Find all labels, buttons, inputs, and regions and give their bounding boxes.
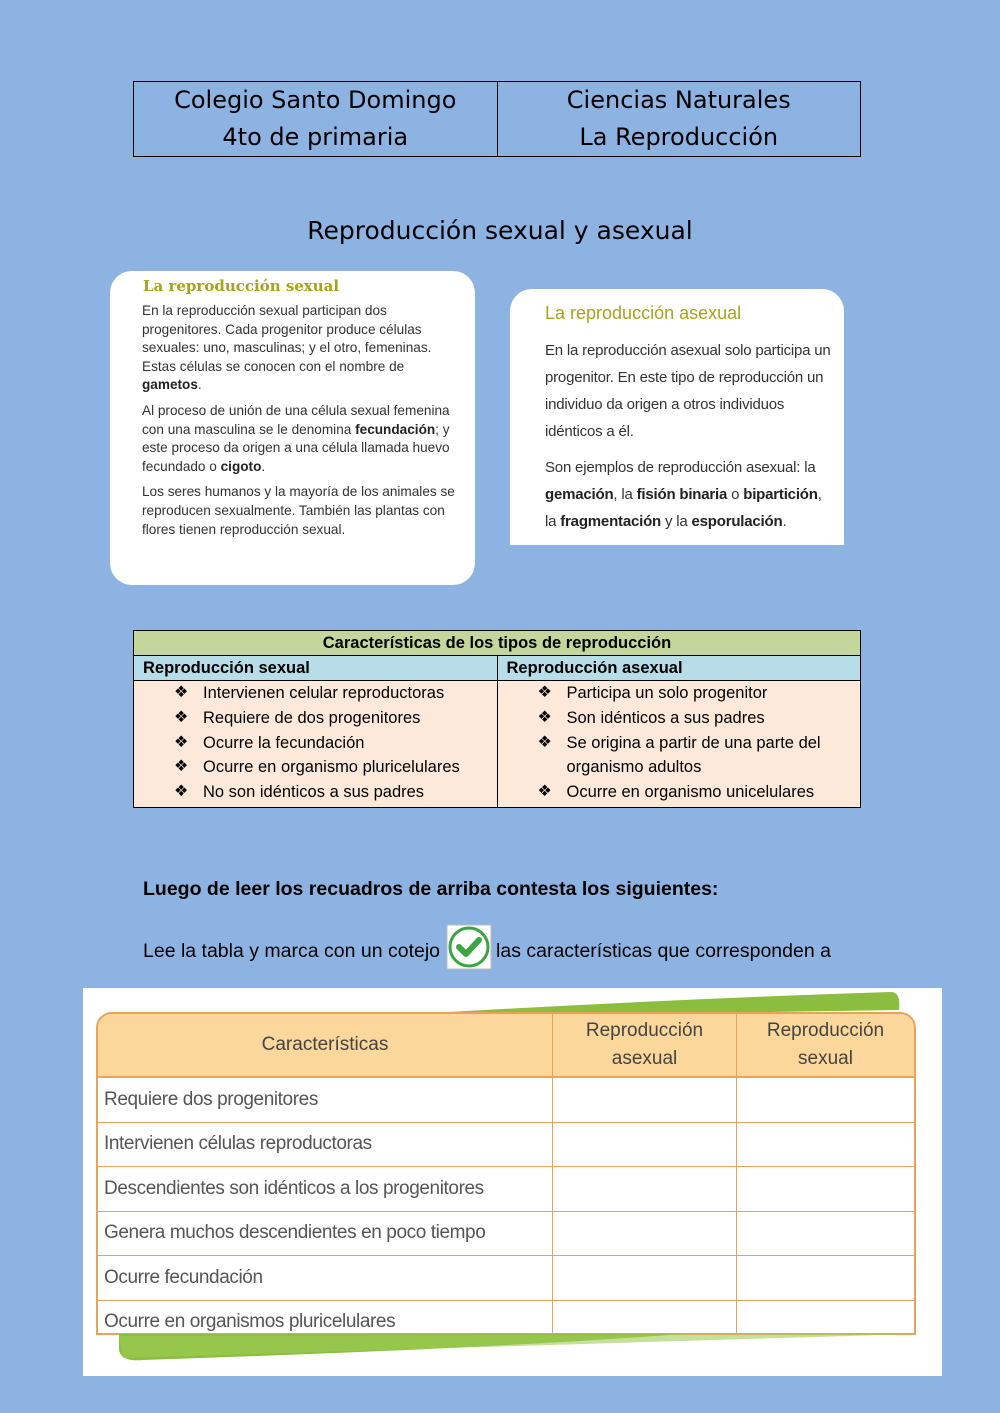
card-asexual-paragraph-1: En la reproducción asexual solo participa un progenitor. En este tipo de reproducción un individuo da origen a otros individuos idénticos a él.: [545, 342, 831, 440]
sexual-characteristics-column: [134, 681, 497, 807]
header-asexual: Reproducción asexual: [497, 656, 861, 680]
diamond-bullet-icon: ❖: [174, 684, 189, 701]
characteristics-table: [133, 630, 861, 808]
asexual-check-cell[interactable]: [552, 1167, 736, 1211]
grade-level: 4to de primaria: [222, 123, 409, 151]
green-ribbon-bottom: [83, 1328, 942, 1368]
sexual-characteristics-list: [134, 681, 497, 805]
characteristics-table-body: [134, 681, 860, 807]
green-check-circle-icon: [446, 924, 492, 980]
characteristic-item: [134, 706, 497, 731]
worksheet-header-asexual: Reproducción asexual: [552, 1014, 736, 1076]
card-asexual-reproduction: [510, 289, 844, 545]
asexual-check-cell[interactable]: [552, 1256, 736, 1300]
school-name: Colegio Santo Domingo: [174, 86, 457, 114]
instruction-text-before: Lee la tabla y marca con un cotejo: [143, 940, 441, 963]
sexual-check-cell[interactable]: [736, 1212, 914, 1256]
card-sexual-paragraph-2: Al proceso de unión de una célula sexual femenina con una masculina se le denomina fecundación; y este proceso da origen a una célula llamada huevo fecundado o cigoto.: [142, 402, 450, 474]
worksheet-row: [98, 1212, 914, 1257]
sexual-check-cell[interactable]: [736, 1123, 914, 1167]
page-title: Reproducción sexual y asexual: [307, 216, 693, 245]
diamond-bullet-icon: ❖: [537, 684, 552, 701]
asexual-characteristics-list: [498, 681, 861, 805]
worksheet-characteristic: Descendientes son idénticos a los progenitores: [104, 1177, 484, 1199]
diamond-bullet-icon: ❖: [174, 758, 189, 776]
header-sexual: Reproducción sexual: [143, 659, 310, 677]
characteristic-item: [498, 706, 861, 731]
worksheet-row: [98, 1167, 914, 1212]
worksheet-table-header: [98, 1014, 914, 1078]
worksheet-row: [98, 1123, 914, 1168]
header-subject-cell: [497, 82, 861, 156]
card-sexual-paragraph-3: Los seres humanos y la mayoría de los animales se reproducen sexualmente. También las plantas con flores tienen reproducción sexual.: [142, 484, 455, 537]
topic-name: La Reproducción: [579, 123, 779, 151]
sexual-check-cell[interactable]: [736, 1256, 914, 1300]
card-sexual-reproduction: [110, 271, 475, 585]
characteristic-item: [134, 780, 497, 805]
diamond-bullet-icon: ❖: [537, 783, 552, 801]
worksheet-characteristic: Intervienen células reproductoras: [104, 1133, 372, 1155]
asexual-check-cell[interactable]: [552, 1078, 736, 1122]
worksheet-rows: [98, 1078, 914, 1335]
characteristics-table-header: [134, 656, 860, 681]
characteristics-table-title: Características de los tipos de reproducción: [134, 631, 860, 656]
diamond-bullet-icon: ❖: [537, 733, 552, 751]
characteristic-text: Participa un solo progenitor: [566, 684, 768, 702]
asexual-check-cell[interactable]: [552, 1123, 736, 1167]
worksheet-row: [98, 1256, 914, 1301]
diamond-bullet-icon: ❖: [174, 708, 189, 726]
header-table: [133, 81, 861, 157]
worksheet-characteristic: Genera muchos descendientes en poco tiempo: [104, 1222, 486, 1244]
sexual-check-cell[interactable]: [736, 1078, 914, 1122]
characteristic-text: Requiere de dos progenitores: [203, 708, 421, 727]
sexual-check-cell[interactable]: [736, 1167, 914, 1211]
subject-name: Ciencias Naturales: [566, 86, 791, 114]
header-school-cell: [134, 82, 497, 156]
worksheet-characteristic: Ocurre en organismos pluricelulares: [104, 1311, 396, 1333]
card-asexual-title: La reproducción asexual: [545, 303, 742, 323]
instruction-heading: Luego de leer los recuadros de arriba contesta los siguientes:: [143, 878, 719, 900]
characteristic-text: Ocurre en organismo unicelulares: [566, 783, 815, 802]
card-sexual-title: La reproducción sexual: [143, 277, 340, 295]
characteristic-item: [134, 731, 497, 756]
worksheet-table: [96, 1012, 916, 1335]
characteristic-item: [134, 755, 497, 780]
characteristic-text: Son idénticos a sus padres: [566, 708, 765, 727]
instruction-text-after: las características que corresponden a: [496, 940, 831, 963]
characteristic-item: [498, 681, 861, 706]
asexual-characteristics-column: [497, 681, 861, 807]
asexual-check-cell[interactable]: [552, 1212, 736, 1256]
characteristic-text: Intervienen celular reproductoras: [203, 684, 445, 702]
card-asexual-paragraph-2: Son ejemplos de reproducción asexual: la gemación, la fisión binaria o bipartición, la fragmentación y la esporulación.: [545, 459, 822, 530]
characteristic-text: Ocurre en organismo pluricelulares: [203, 758, 460, 777]
characteristic-text: Se origina a partir de una parte del organismo adultos: [566, 733, 821, 777]
worksheet-header-characteristics: Características: [261, 1034, 389, 1055]
worksheet-area: [83, 988, 942, 1376]
card-sexual-paragraph-1: En la reproducción sexual participan dos progenitores. Cada progenitor produce células sexuales: uno, masculinas; y el otro, femeninas. Estas células se conocen con el nombre de gametos.: [142, 303, 432, 393]
characteristic-text: Ocurre la fecundación: [203, 733, 365, 752]
worksheet-row: [98, 1078, 914, 1123]
characteristic-item: [498, 780, 861, 805]
characteristic-item: [134, 681, 497, 706]
characteristic-item: [498, 731, 861, 781]
diamond-bullet-icon: ❖: [174, 733, 189, 751]
diamond-bullet-icon: ❖: [174, 783, 189, 801]
worksheet-header-sexual: Reproducción sexual: [736, 1014, 914, 1076]
characteristic-text: No son idénticos a sus padres: [203, 783, 425, 802]
diamond-bullet-icon: ❖: [537, 708, 552, 726]
worksheet-characteristic: Requiere dos progenitores: [104, 1088, 318, 1110]
worksheet-characteristic: Ocurre fecundación: [104, 1266, 263, 1288]
